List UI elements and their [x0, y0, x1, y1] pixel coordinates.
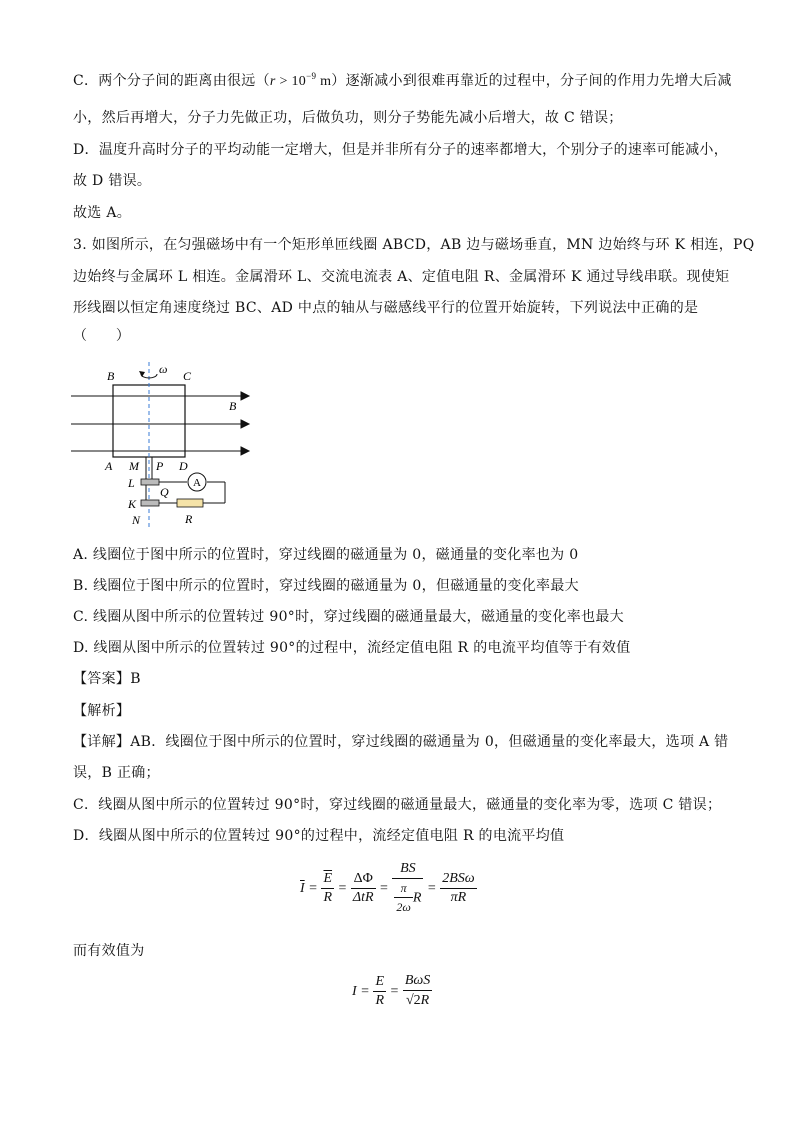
formula1-pi: π [394, 879, 412, 898]
formula1-e-bar: $\overline{E}$ [321, 870, 334, 889]
formula1-den-last: πR [450, 889, 467, 905]
prev-option-d-line1: D．温度升高时分子的平均动能一定增大，但是并非所有分子的速率都增大，个别分子的速率可能减小， [73, 142, 729, 158]
label-r: R [185, 512, 193, 526]
option-a: A. 线圈位于图中所示的位置时，穿过线圈的磁通量为 0，磁通量的变化率也为 0 [73, 547, 579, 563]
label-m: M [129, 459, 139, 473]
slip-ring-l [141, 479, 159, 485]
formula1-den-complex [392, 879, 423, 916]
label-b-field: B [229, 399, 237, 413]
formula1-eq4: = [427, 881, 436, 896]
formula1-bs: BS [392, 860, 423, 879]
question-blank: （ ） [73, 328, 131, 344]
explain-effective-line: 而有效值为 [73, 943, 145, 959]
answer-line: 【答案】B [73, 671, 141, 687]
formula1-frac-bs [392, 860, 423, 916]
formula1-frac-pi [394, 879, 412, 916]
explain-ab-line2: 误，B 正确； [73, 765, 160, 781]
formula2-r: R [375, 992, 385, 1008]
formula1-eq1: = [309, 881, 318, 896]
formula1-i-bar: $\overline{I}$ [300, 881, 305, 896]
formula2-i: I [352, 984, 357, 999]
formula2-e: E [373, 973, 386, 992]
formula1-r: R [323, 889, 333, 905]
label-p: P [156, 459, 164, 473]
prev-option-d-line2: 故 D 错误。 [73, 173, 152, 189]
label-n: N [132, 513, 141, 527]
prev-option-c-line2: 小，然后再增大，分子力先做正功，后做负功，则分子势能先减小后增大，故 C 错误； [73, 110, 623, 126]
question-line2: 边始终与金属环 L 相连。金属滑环 L、交流电流表 A、定值电阻 R、金属滑环 K 通过导线串联。现使矩 [73, 269, 730, 285]
explain-d-line: D．线圈从图中所示的位置转过 90°的过程中，流经定值电阻 R 的电流平均值 [73, 828, 565, 844]
formula1-frac-dphi [351, 870, 376, 907]
label-l: L [128, 476, 135, 490]
formula1-frac-final [440, 870, 476, 907]
label-a: A [105, 459, 113, 473]
explain-c-line: C．线圈从图中所示的位置转过 90°时，穿过线圈的磁通量最大，磁通量的变化率为零，选项 C 错误； [73, 797, 722, 813]
ammeter-label: A [193, 477, 201, 489]
label-d: D [179, 459, 188, 473]
slip-ring-k [141, 500, 159, 506]
formula1-dphi: ΔΦ [351, 870, 376, 889]
formula1-num-last: 2BSω [440, 870, 476, 889]
option-d: D. 线圈从图中所示的位置转过 90°的过程中，流经定值电阻 R 的电流平均值等于有效值 [73, 640, 631, 656]
label-q: Q [160, 485, 169, 499]
formula1-eq3: = [379, 881, 388, 896]
formula1-eq2: = [338, 881, 347, 896]
formula1-frac-e-r [321, 870, 334, 907]
formula2-sqrt2: √2 [405, 993, 421, 1008]
option-b: B. 线圈位于图中所示的位置时，穿过线圈的磁通量为 0，但磁通量的变化率最大 [73, 578, 579, 594]
resistor-icon [177, 499, 203, 507]
formula2-eq2: = [390, 984, 399, 999]
formula2-frac-final [403, 972, 432, 1010]
prev-option-c-line1: C．两个分子间的距离由很远（$r > 10^{-9}$ m）逐渐减小到很难再靠近的过程中，分子间的作用力先增大后减 [73, 71, 732, 89]
formula1-two-omega: 2ω [396, 900, 411, 914]
question-line1: 3. 如图所示，在匀强磁场中有一个矩形单匝线圈 ABCD，AB 边与磁场垂直，MN 边始终与环 K 相连，PQ [73, 237, 755, 253]
formula1-dtr: ΔtR [352, 889, 374, 905]
formula2-eq1: = [361, 984, 370, 999]
formula-average-current [300, 860, 477, 916]
label-b-top: B [107, 369, 115, 383]
formula1-r2: R [412, 890, 422, 906]
formula2-frac-e-r [373, 973, 386, 1010]
label-omega: ω [159, 362, 168, 376]
question-line3: 形线圈以恒定角速度绕过 BC、AD 中点的轴从与磁感线平行的位置开始旋转，下列说法中正确的是 [73, 300, 699, 316]
analysis-header: 【解析】 [73, 703, 131, 719]
label-k: K [128, 497, 137, 511]
option-c: C. 线圈从图中所示的位置转过 90°时，穿过线圈的磁通量最大，磁通量的变化率也最大 [73, 609, 624, 625]
explain-ab-line1: 【详解】AB．线圈位于图中所示的位置时，穿过线圈的磁通量为 0，但磁通量的变化率最大，选项 A 错 [73, 734, 729, 750]
rotation-arrowhead-icon [139, 371, 145, 377]
formula2-den [403, 991, 432, 1010]
formula2-num: BωS [403, 972, 432, 991]
coil-diagram [65, 360, 265, 535]
formula-effective-current [352, 972, 432, 1010]
prev-choose-line: 故选 A。 [73, 205, 132, 221]
formula2-r2: R [420, 993, 430, 1008]
label-c-top: C [183, 369, 192, 383]
